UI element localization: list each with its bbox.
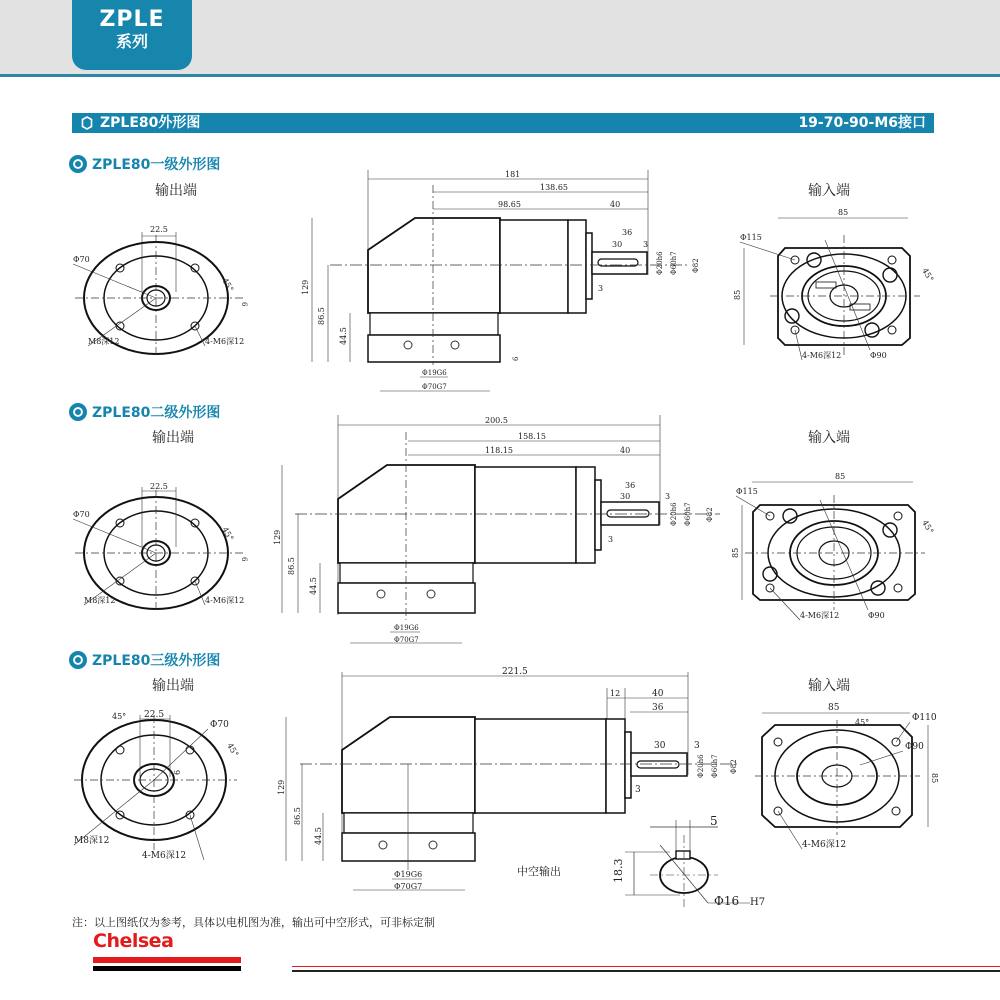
svg-text:Φ115: Φ115 bbox=[740, 233, 762, 242]
svg-text:45°: 45° bbox=[220, 276, 236, 294]
svg-text:85: 85 bbox=[731, 547, 740, 558]
svg-text:M8深12: M8深12 bbox=[74, 836, 110, 846]
svg-text:129: 129 bbox=[277, 779, 286, 795]
series-name: ZPLE bbox=[99, 7, 165, 32]
svg-text:6: 6 bbox=[173, 769, 182, 775]
svg-text:4-M6深12: 4-M6深12 bbox=[205, 337, 245, 346]
svg-text:Φ20h6: Φ20h6 bbox=[656, 251, 664, 275]
svg-text:Φ70: Φ70 bbox=[73, 255, 90, 264]
svg-text:85: 85 bbox=[835, 472, 846, 481]
svg-text:Φ19G6: Φ19G6 bbox=[394, 624, 419, 632]
bullet-icon bbox=[72, 406, 84, 418]
stage3-title bbox=[72, 650, 220, 670]
svg-text:45°: 45° bbox=[855, 718, 870, 727]
svg-text:4-M6深12: 4-M6深12 bbox=[205, 596, 245, 605]
stage2-title bbox=[72, 402, 220, 422]
logo-bar-black bbox=[93, 966, 241, 971]
svg-text:Φ70: Φ70 bbox=[73, 510, 90, 519]
svg-text:Φ70G7: Φ70G7 bbox=[394, 882, 423, 891]
svg-text:Φ19G6: Φ19G6 bbox=[422, 369, 447, 377]
svg-text:30: 30 bbox=[654, 741, 666, 751]
stage3-input-label: 输入端 bbox=[808, 678, 850, 694]
hollow-output-detail bbox=[610, 815, 780, 915]
stage2-input-label: 输入端 bbox=[808, 430, 850, 446]
footer-divider-black bbox=[292, 970, 1000, 972]
svg-text:45°: 45° bbox=[920, 518, 936, 536]
bullet-icon bbox=[72, 654, 84, 666]
svg-text:3: 3 bbox=[598, 284, 604, 293]
interface-spec: 19-70-90-M6接口 bbox=[798, 115, 926, 131]
svg-text:Φ90: Φ90 bbox=[868, 611, 885, 620]
svg-text:Φ82: Φ82 bbox=[706, 507, 714, 522]
svg-text:40: 40 bbox=[652, 689, 664, 699]
svg-text:98.65: 98.65 bbox=[498, 200, 521, 209]
svg-text:H7: H7 bbox=[750, 897, 766, 908]
brand-logo: Chelsea bbox=[93, 930, 174, 952]
svg-text:22.5: 22.5 bbox=[144, 710, 165, 720]
svg-text:45°: 45° bbox=[225, 741, 241, 759]
svg-text:129: 129 bbox=[273, 529, 282, 545]
svg-text:45°: 45° bbox=[920, 266, 936, 284]
svg-text:Φ90: Φ90 bbox=[870, 351, 887, 360]
stage1-output-label: 输出端 bbox=[155, 183, 197, 199]
stage3-output-label: 输出端 bbox=[152, 678, 194, 694]
svg-text:4-M6深12: 4-M6深12 bbox=[802, 351, 842, 360]
svg-text:4-M6深12: 4-M6深12 bbox=[142, 851, 187, 861]
svg-text:Φ60h7: Φ60h7 bbox=[684, 502, 692, 526]
series-label: 系列 bbox=[115, 32, 148, 51]
stage1-title bbox=[72, 154, 220, 174]
series-tab bbox=[72, 0, 192, 70]
svg-text:158.15: 158.15 bbox=[518, 432, 546, 441]
stage2-input-drawing bbox=[730, 470, 950, 630]
svg-text:221.5: 221.5 bbox=[502, 667, 528, 677]
svg-text:3: 3 bbox=[694, 741, 700, 751]
bullet-icon bbox=[72, 158, 84, 170]
svg-text:85: 85 bbox=[828, 703, 840, 713]
stage1-side-drawing bbox=[300, 165, 700, 395]
svg-text:22.5: 22.5 bbox=[150, 482, 168, 491]
svg-text:40: 40 bbox=[610, 200, 621, 209]
svg-text:44.5: 44.5 bbox=[309, 577, 318, 595]
svg-text:Φ20h6: Φ20h6 bbox=[670, 502, 678, 526]
svg-text:36: 36 bbox=[625, 481, 636, 490]
footer-note: 注：以上图纸仅为参考，具体以电机图为准，输出可中空形式，可非标定制 bbox=[72, 916, 435, 929]
svg-text:Φ82: Φ82 bbox=[730, 759, 738, 774]
svg-text:3: 3 bbox=[643, 240, 649, 249]
svg-text:Φ60h7: Φ60h7 bbox=[670, 251, 678, 275]
svg-text:85: 85 bbox=[838, 208, 849, 217]
stage3-output-drawing bbox=[72, 705, 262, 865]
svg-text:Φ70: Φ70 bbox=[210, 720, 229, 730]
svg-text:18.3: 18.3 bbox=[612, 858, 625, 883]
section-title: ZPLE80外形图 bbox=[100, 115, 201, 131]
svg-text:中空输出: 中空输出 bbox=[517, 865, 561, 878]
svg-text:45°: 45° bbox=[112, 712, 127, 721]
svg-text:Φ70G7: Φ70G7 bbox=[394, 636, 419, 644]
gear-outline-icon bbox=[80, 116, 94, 130]
stage2-output-drawing bbox=[70, 475, 260, 615]
svg-text:Φ70G7: Φ70G7 bbox=[422, 383, 447, 391]
svg-text:36: 36 bbox=[622, 228, 633, 237]
section-bar bbox=[72, 113, 934, 133]
top-banner bbox=[0, 0, 1000, 77]
svg-text:86.5: 86.5 bbox=[287, 557, 296, 575]
stage1-title-text: ZPLE80一级外形图 bbox=[92, 157, 221, 173]
svg-text:Φ82: Φ82 bbox=[692, 258, 700, 273]
svg-text:3: 3 bbox=[608, 535, 614, 544]
svg-text:86.5: 86.5 bbox=[293, 807, 302, 825]
svg-text:Φ115: Φ115 bbox=[736, 487, 758, 496]
svg-text:30: 30 bbox=[612, 240, 623, 249]
svg-text:M8深12: M8深12 bbox=[88, 337, 120, 346]
svg-text:6: 6 bbox=[240, 302, 248, 307]
svg-text:3: 3 bbox=[665, 492, 671, 501]
svg-text:22.5: 22.5 bbox=[150, 225, 168, 234]
svg-text:138.65: 138.65 bbox=[540, 183, 568, 192]
svg-text:5: 5 bbox=[710, 814, 718, 828]
stage2-output-label: 输出端 bbox=[152, 430, 194, 446]
svg-text:200.5: 200.5 bbox=[485, 416, 508, 425]
svg-text:85: 85 bbox=[733, 289, 742, 300]
stage3-title-text: ZPLE80三级外形图 bbox=[92, 653, 221, 669]
stage1-input-label: 输入端 bbox=[808, 183, 850, 199]
svg-text:129: 129 bbox=[301, 279, 310, 295]
svg-text:44.5: 44.5 bbox=[314, 827, 323, 845]
svg-text:118.15: 118.15 bbox=[485, 446, 513, 455]
svg-text:Φ110: Φ110 bbox=[912, 713, 937, 723]
svg-text:Φ60h7: Φ60h7 bbox=[711, 754, 719, 778]
svg-text:Φ90: Φ90 bbox=[905, 742, 924, 752]
svg-text:12: 12 bbox=[610, 689, 621, 698]
svg-text:30: 30 bbox=[620, 492, 631, 501]
svg-text:Φ19G6: Φ19G6 bbox=[394, 870, 423, 879]
svg-text:181: 181 bbox=[505, 170, 521, 179]
stage1-output-drawing bbox=[70, 220, 260, 360]
logo-bar-red bbox=[93, 957, 241, 963]
svg-text:M8深12: M8深12 bbox=[84, 596, 116, 605]
stage2-side-drawing bbox=[273, 410, 730, 650]
svg-text:6: 6 bbox=[512, 356, 520, 361]
svg-text:Φ20h6: Φ20h6 bbox=[697, 754, 705, 778]
footer-divider-red bbox=[292, 966, 1000, 967]
stage2-title-text: ZPLE80二级外形图 bbox=[92, 405, 221, 421]
svg-text:4-M6深12: 4-M6深12 bbox=[802, 840, 847, 850]
stage1-input-drawing bbox=[730, 200, 950, 370]
svg-text:4-M6深12: 4-M6深12 bbox=[800, 611, 840, 620]
svg-text:3: 3 bbox=[635, 785, 641, 795]
svg-text:6: 6 bbox=[240, 557, 248, 562]
svg-text:85: 85 bbox=[930, 773, 939, 784]
svg-text:86.5: 86.5 bbox=[317, 307, 326, 325]
svg-text:Φ16: Φ16 bbox=[714, 894, 740, 908]
svg-text:45°: 45° bbox=[220, 525, 236, 543]
svg-text:44.5: 44.5 bbox=[339, 327, 348, 345]
svg-text:36: 36 bbox=[652, 703, 664, 713]
svg-text:40: 40 bbox=[620, 446, 631, 455]
